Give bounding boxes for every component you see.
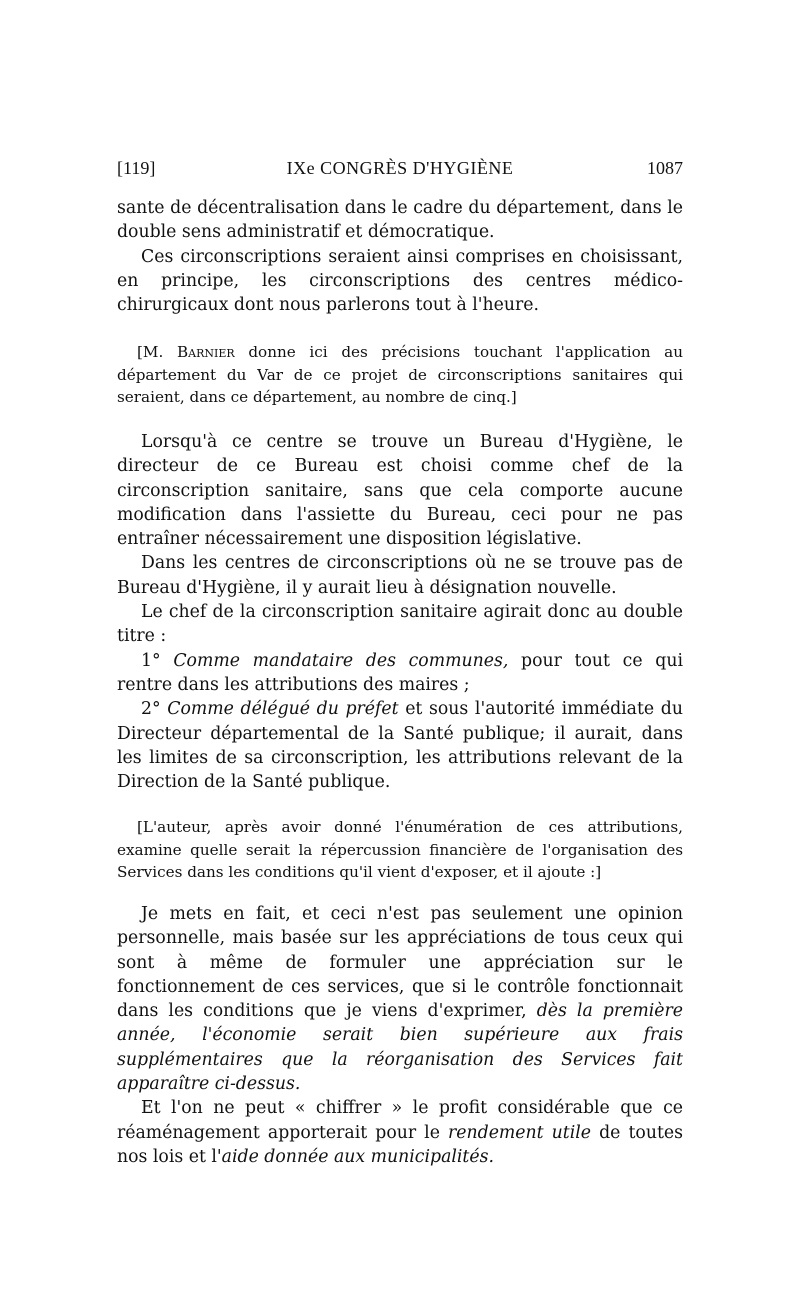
- list-text: et sous l'autorité immédiate du Directeur départemental de la Santé publique; il aurait, dans les limites de sa circonscription, les attributions relevant de la Direction de la Santé publique.: [117, 699, 683, 793]
- paragraph: Dans les centres de circonscriptions où ne se trouve pas de Bureau d'Hygiène, il y aurait lieu à désignation nouvelle.: [117, 553, 683, 598]
- body-block-1: [117, 196, 683, 317]
- emphasis: dès la première année, l'économie serait bien supérieure aux frais supplémentaires que la réorganisation des Services fait apparaître ci-dessus.: [117, 1001, 683, 1095]
- emphasis: Comme mandataire des communes,: [173, 650, 509, 671]
- body-block-2: [117, 430, 683, 794]
- paragraph: sante de décentralisation dans le cadre du département, dans le double sens administratif et démocratique.: [117, 198, 683, 243]
- paragraph-text: Je mets en fait, et ceci n'est pas seulement une opinion personnelle, mais basée sur les appréciations de tous ceux qui sont à même de formuler une appréciation sur le fonctionnement de ces services, que si le contrôle fonctionnait dans les conditions que je viens d'exprimer,: [117, 904, 683, 1022]
- speaker-name: Barnier: [176, 343, 235, 361]
- page-reference: [119]: [117, 158, 156, 178]
- paragraph: [117, 902, 683, 1096]
- list-number: 1°: [141, 650, 174, 671]
- paragraph: [117, 1096, 683, 1169]
- list-text: pour tout ce qui rentre dans les attributions des maires ;: [117, 650, 683, 695]
- emphasis: aide donnée aux municipalités.: [221, 1146, 494, 1167]
- note-paragraph: [L'auteur, après avoir donné l'énumération de ces attributions, examine quelle serait la répercussion financière de l'organisation des Services dans les conditions qu'il vient d'exposer, et il ajoute :]: [117, 818, 683, 881]
- emphasis: rendement utile: [448, 1122, 592, 1143]
- note-text: donne ici des précisions touchant l'application au département du Var de ce projet de circonscriptions sanitaires qui seraient, dans ce département, au nombre de cinq.]: [117, 343, 683, 406]
- list-item-1: [117, 649, 683, 698]
- list-number: 2°: [141, 699, 168, 720]
- body-block-3: [117, 902, 683, 1169]
- paragraph: Le chef de la circonscription sanitaire agirait donc au double titre :: [117, 602, 683, 647]
- paragraph: Lorsqu'à ce centre se trouve un Bureau d'Hygiène, le directeur de ce Bureau est choisi comme chef de la circonscription sanitaire, sans que cela comporte aucune modification dans l'assiette du Bureau, ceci pour ne pas entraîner nécessairement une disposition législative.: [117, 432, 683, 550]
- editorial-note-2: [117, 816, 683, 884]
- list-item-2: [117, 697, 683, 794]
- page-number: 1087: [647, 158, 683, 178]
- paragraph: Ces circonscriptions seraient ainsi comprises en choisissant, en principe, les circonscriptions des centres médico-chirurgicaux dont nous parlerons tout à l'heure.: [117, 246, 683, 316]
- paragraph-text: Et l'on ne peut « chiffrer » le profit considérable que ce réaménagement apporterait pour le: [117, 1098, 683, 1143]
- running-header: [117, 158, 683, 184]
- running-title: IXe CONGRÈS D'HYGIÈNE: [286, 158, 514, 178]
- paragraph-text: de toutes nos lois et l': [117, 1122, 683, 1167]
- emphasis: Comme délégué du préfet: [167, 699, 399, 720]
- note-open: [M.: [137, 343, 177, 361]
- editorial-note-1: [117, 341, 683, 409]
- note-paragraph: [117, 341, 683, 409]
